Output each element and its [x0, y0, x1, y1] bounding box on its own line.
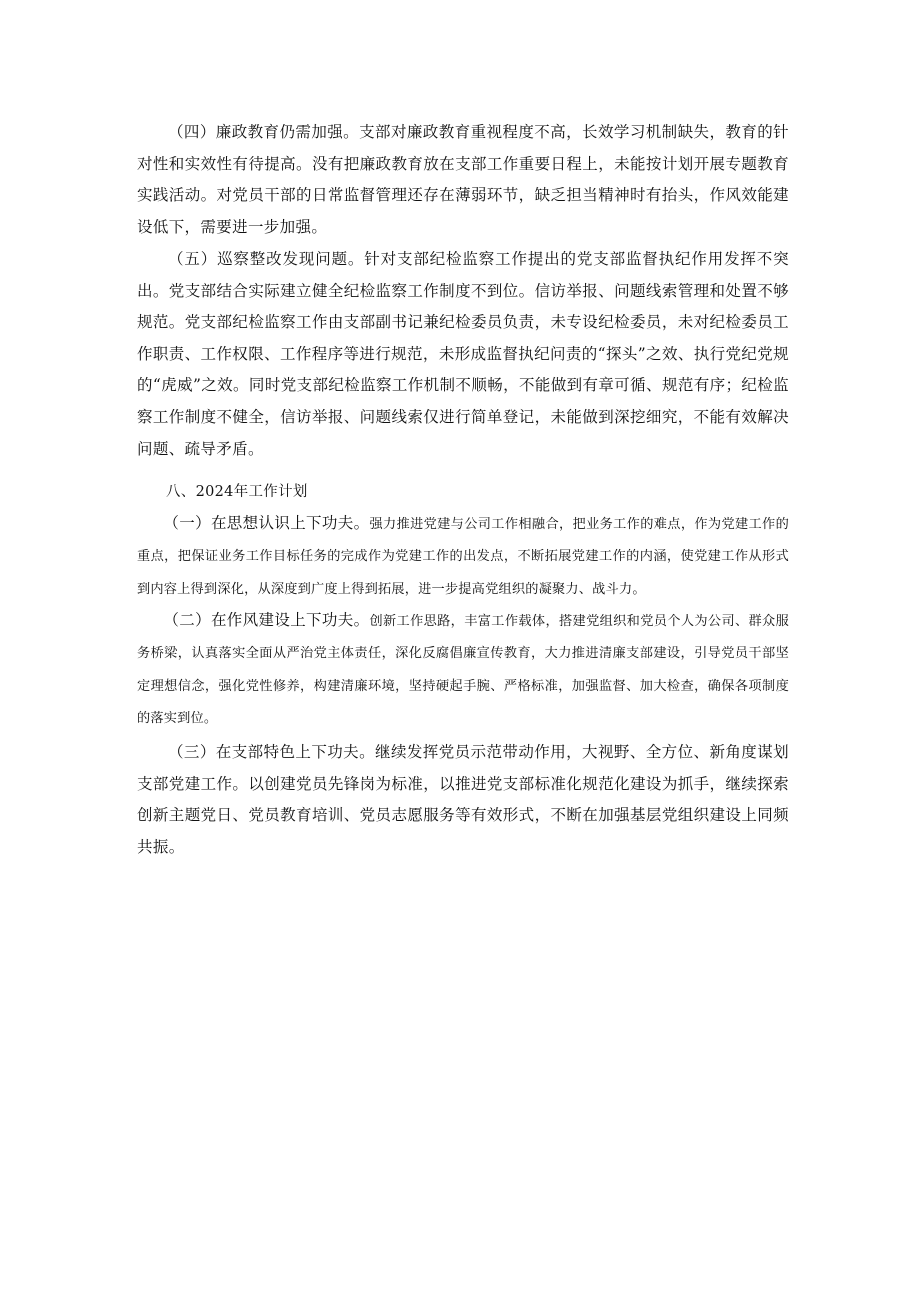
paragraph-inspection-rectification: （五）巡察整改发现问题。针对支部纪检监察工作提出的党支部监督执纪作用发挥不突出。党支部结合实际建立健全纪检监察工作制度不到位。信访举报、问题线索管理和处置不够规范。党支部纪检监察工作由支部副书记兼纪检委员负责，未专设纪检委员，未对纪检委员工作职责、工作权限、工作程序等进行规范，未形成监督执纪问责的“探头”之效、执行党纪党规的“虎威”之效。同时党支部纪检监察工作机制不顺畅，不能做到有章可循、规范有序；纪检监察工作制度不健全，信访举报、问题线索仅进行简单登记，未能做到深挖细究，不能有效解决问题、疏导矛盾。 — [137, 250, 789, 458]
plan-work-style-body: 创新工作思路，丰富工作载体，搭建党组织和党员个人为公司、群众服务桥梁，认真落实全面从严治党主体责任，深化反腐倡廉宣传教育，大力推进清廉支部建设，引导党员干部坚定理想信念，强化党性修养，构建清廉环境，坚持硬起手腕、严格标准，加强监督、加大检查，确保各项制度的落实到位。 — [137, 614, 789, 727]
paragraph-plan-ideology — [137, 507, 789, 606]
plan-ideology-body: 强力推进党建与公司工作相融合，把业务工作的难点，作为党建工作的重点，把保证业务工作目标任务的完成作为党建工作的出发点，不断拓展党建工作的内涵，使党建工作从形式到内容上得到深化，从深度到广度上得到拓展，进一步提高党组织的凝聚力、战斗力。 — [137, 517, 789, 597]
paragraph-plan-work-style — [137, 604, 789, 736]
plan-ideology-lead: （一）在思想认识上下功夫。 — [163, 514, 370, 532]
section-heading-2024-plan: 八、2024年工作计划 — [166, 484, 308, 500]
plan-work-style-lead: （二）在作风建设上下功夫。 — [163, 611, 370, 629]
paragraph-integrity-education: （四）廉政教育仍需加强。支部对廉政教育重视程度不高，长效学习机制缺失，教育的针对性和实效性有待提高。没有把廉政教育放在支部工作重要日程上，未能按计划开展专题教育实践活动。对党员干部的日常监督管理还存在薄弱环节，缺乏担当精神时有抬头，作风效能建设低下，需要进一步加强。 — [137, 123, 789, 236]
paragraph-plan-branch-features: （三）在支部特色上下功夫。继续发挥党员示范带动作用，大视野、全方位、新角度谋划支部党建工作。以创建党员先锋岗为标准，以推进党支部标准化规范化建设为抓手，继续探索创新主题党日、党员教育培训、党员志愿服务等有效形式，不断在加强基层党组织建设上同频共振。 — [137, 743, 789, 856]
